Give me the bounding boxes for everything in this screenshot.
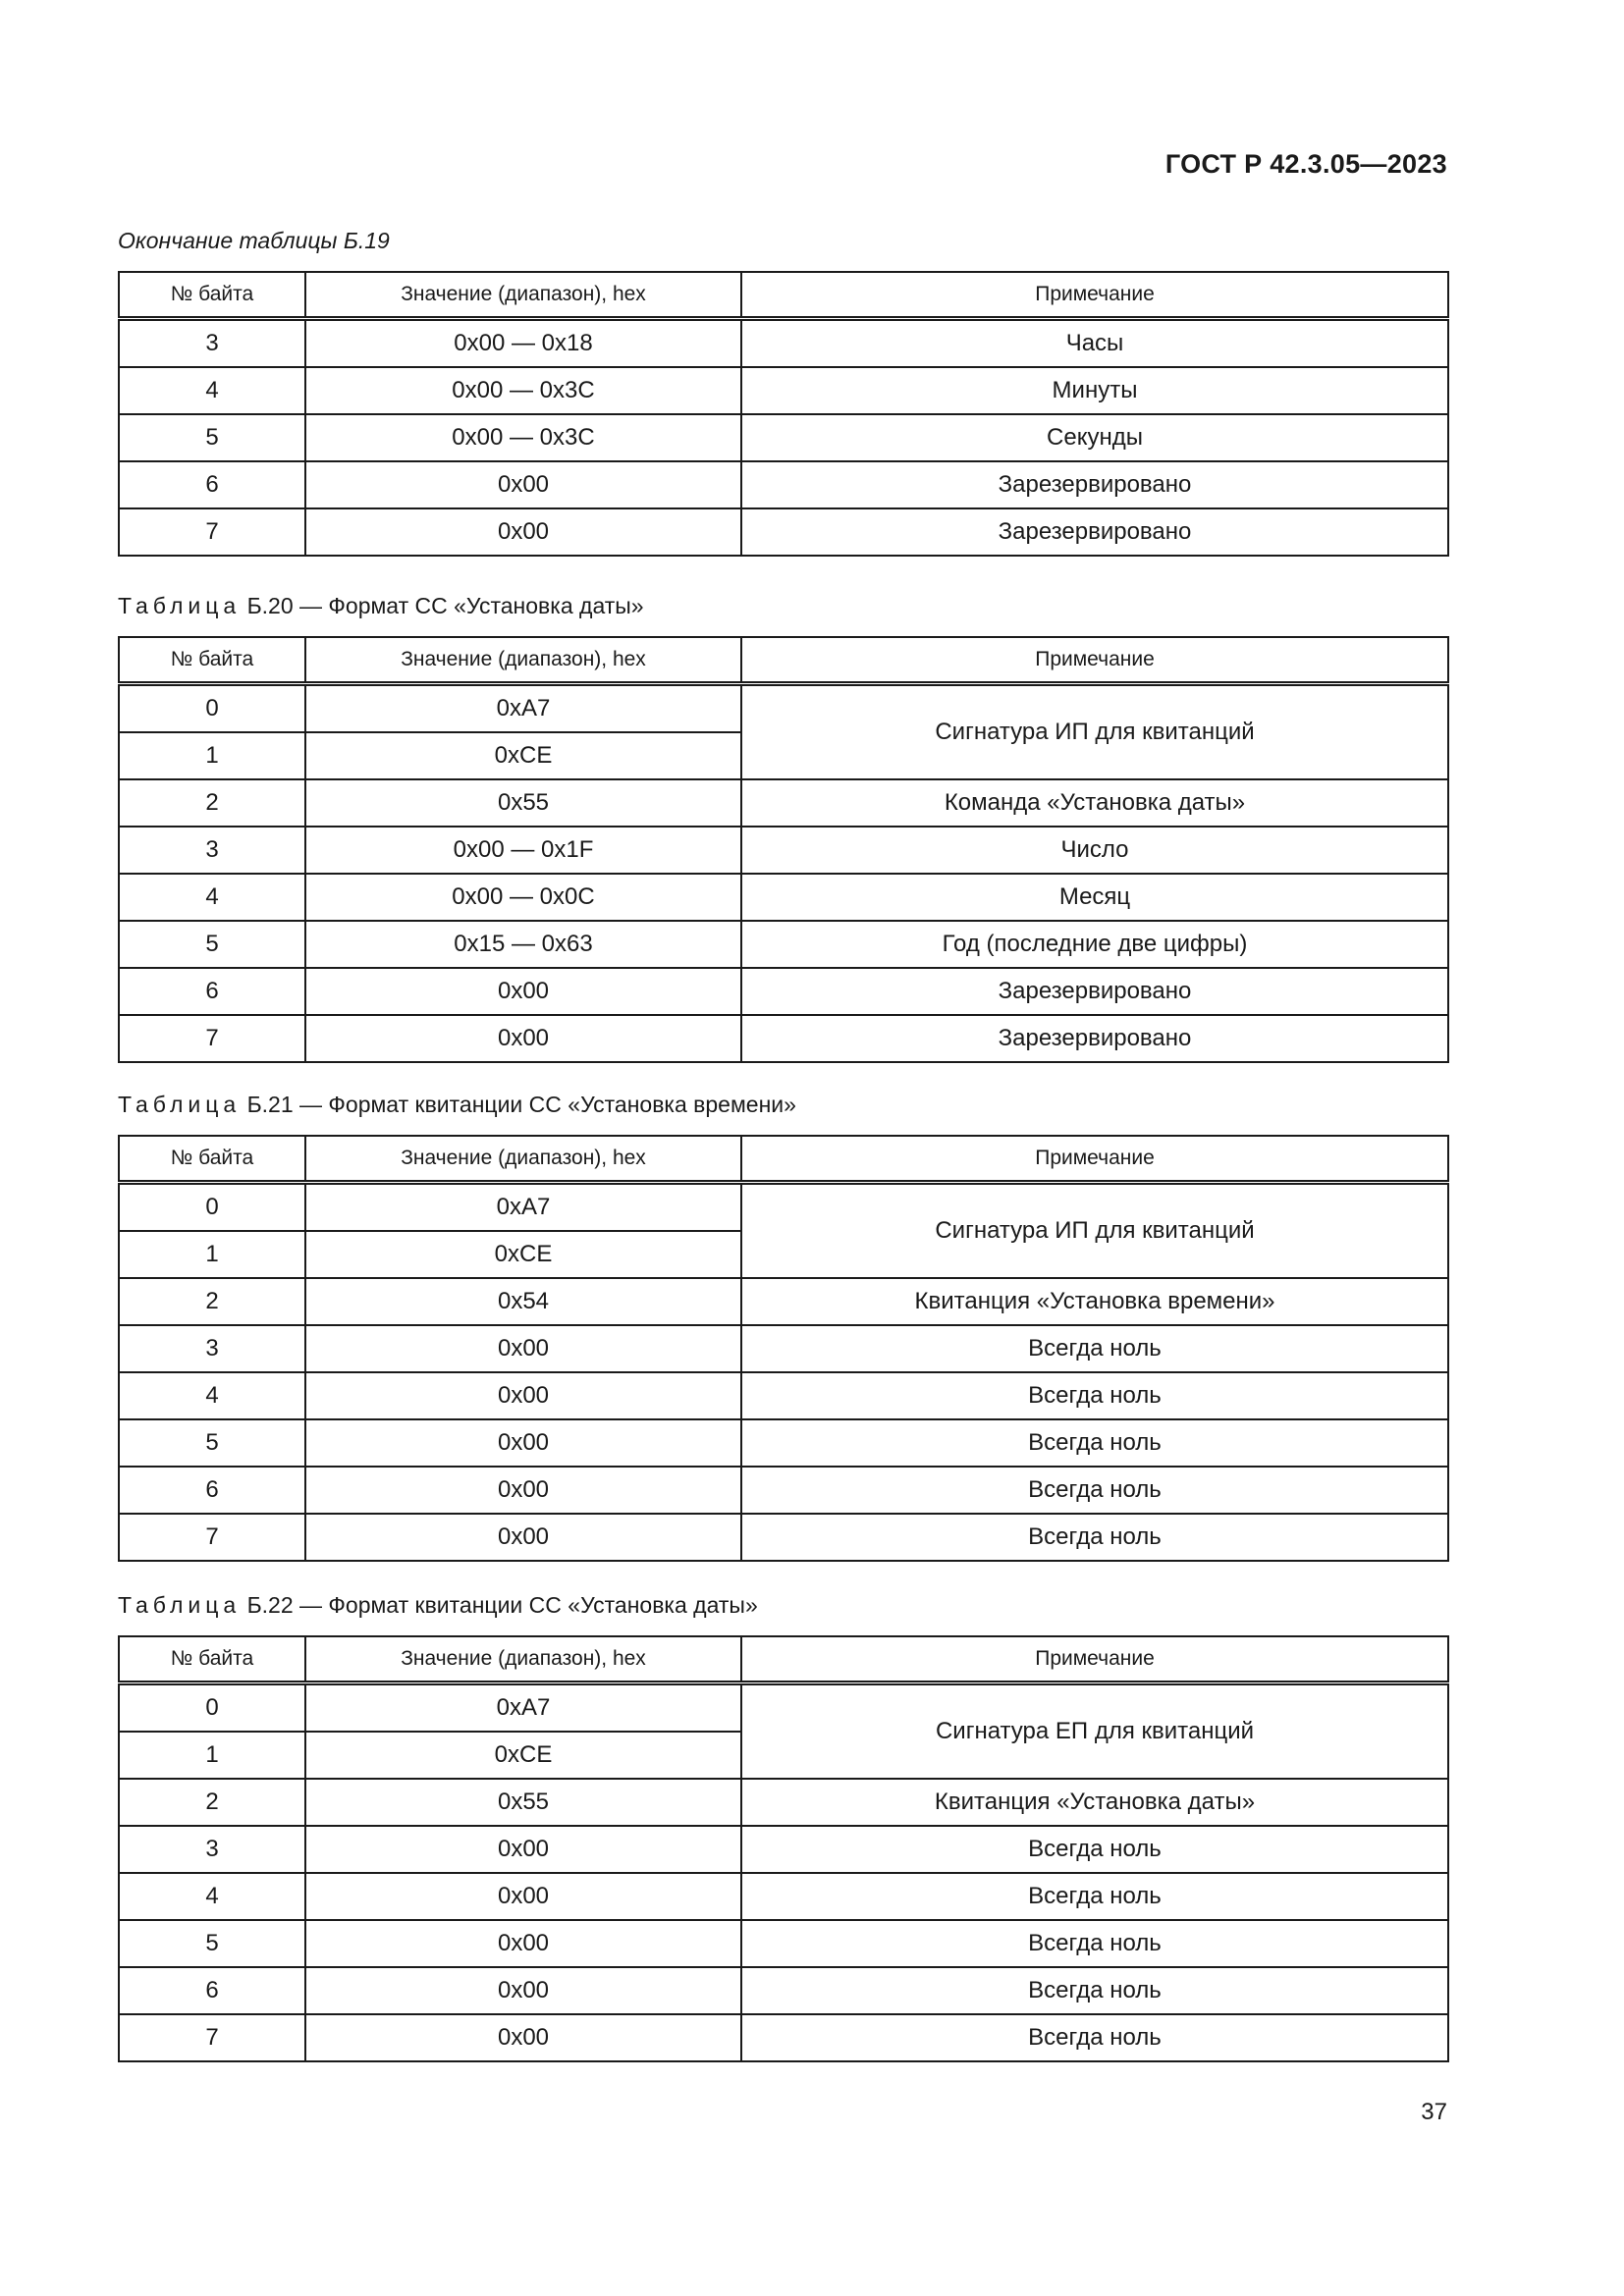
cell-value: 0x00 — 0x18 <box>305 319 741 368</box>
cell-value: 0x00 <box>305 2014 741 2061</box>
cell-note-signature: Сигнатура ИП для квитанций <box>741 1183 1448 1279</box>
table-row <box>119 1920 1448 1967</box>
cell-note: Зарезервировано <box>741 1015 1448 1062</box>
table-row <box>119 968 1448 1015</box>
cell-note: Зарезервировано <box>741 508 1448 556</box>
document-id: ГОСТ Р 42.3.05—2023 <box>1164 149 1447 179</box>
cell-value: 0xCE <box>305 732 741 779</box>
table-row <box>119 1372 1448 1419</box>
cell-value: 0x00 — 0x3C <box>305 414 741 461</box>
cell-byte: 4 <box>119 1873 305 1920</box>
column-header-value: Значение (диапазон), hex <box>305 272 741 319</box>
cell-note: Квитанция «Установка даты» <box>741 1779 1448 1826</box>
table-row <box>119 461 1448 508</box>
cell-note-signature: Сигнатура ЕП для квитанций <box>741 1683 1448 1780</box>
cell-value: 0xA7 <box>305 684 741 733</box>
table21-caption-word: Таблица <box>118 1092 242 1117</box>
cell-value: 0x00 <box>305 1514 741 1561</box>
cell-value: 0x00 — 0x0C <box>305 874 741 921</box>
cell-value: 0xCE <box>305 1732 741 1779</box>
cell-byte: 7 <box>119 2014 305 2061</box>
cell-note: Зарезервировано <box>741 968 1448 1015</box>
table-row <box>119 1183 1448 1232</box>
table20 <box>118 636 1449 1063</box>
cell-byte: 6 <box>119 1967 305 2014</box>
cell-byte: 7 <box>119 1514 305 1561</box>
cell-byte: 7 <box>119 508 305 556</box>
cell-byte: 2 <box>119 779 305 827</box>
table-row <box>119 367 1448 414</box>
cell-note: Секунды <box>741 414 1448 461</box>
table22 <box>118 1635 1449 2062</box>
cell-byte: 3 <box>119 319 305 368</box>
cell-byte: 6 <box>119 461 305 508</box>
table-row <box>119 1325 1448 1372</box>
table22-caption-word: Таблица <box>118 1592 242 1618</box>
table22-caption <box>118 1592 758 1619</box>
cell-byte: 1 <box>119 732 305 779</box>
cell-value: 0x00 <box>305 1015 741 1062</box>
cell-value: 0x55 <box>305 1779 741 1826</box>
cell-note: Всегда ноль <box>741 1514 1448 1561</box>
cell-value: 0x00 <box>305 461 741 508</box>
column-header-byte: № байта <box>119 1136 305 1183</box>
cell-value: 0x00 <box>305 1826 741 1873</box>
column-header-byte: № байта <box>119 637 305 684</box>
cell-byte: 5 <box>119 414 305 461</box>
table22-caption-text: Б.22 — Формат квитанции СС «Установка даты» <box>241 1592 758 1618</box>
table-row <box>119 2014 1448 2061</box>
cell-value: 0x00 <box>305 508 741 556</box>
table-row <box>119 1873 1448 1920</box>
cell-byte: 0 <box>119 1183 305 1232</box>
table-row <box>119 508 1448 556</box>
cell-byte: 5 <box>119 1419 305 1467</box>
cell-note-signature: Сигнатура ИП для квитанций <box>741 684 1448 780</box>
column-header-note: Примечание <box>741 272 1448 319</box>
table-row <box>119 921 1448 968</box>
cell-value: 0x00 <box>305 1873 741 1920</box>
cell-value: 0x00 — 0x3C <box>305 367 741 414</box>
cell-note: Всегда ноль <box>741 1325 1448 1372</box>
cell-byte: 4 <box>119 367 305 414</box>
table20-caption <box>118 593 644 619</box>
cell-note: Всегда ноль <box>741 1873 1448 1920</box>
table-row <box>119 827 1448 874</box>
column-header-note: Примечание <box>741 1636 1448 1683</box>
table19-caption: Окончание таблицы Б.19 <box>118 228 390 253</box>
column-header-value: Значение (диапазон), hex <box>305 637 741 684</box>
column-header-note: Примечание <box>741 637 1448 684</box>
column-header-value: Значение (диапазон), hex <box>305 1636 741 1683</box>
cell-note: Всегда ноль <box>741 1372 1448 1419</box>
cell-value: 0x54 <box>305 1278 741 1325</box>
cell-value: 0xA7 <box>305 1683 741 1733</box>
table-row <box>119 779 1448 827</box>
page-number: 37 <box>1421 2099 1447 2125</box>
table-row <box>119 684 1448 733</box>
table-header-row <box>119 637 1448 684</box>
cell-note: Всегда ноль <box>741 1826 1448 1873</box>
column-header-note: Примечание <box>741 1136 1448 1183</box>
cell-value: 0x00 <box>305 1467 741 1514</box>
cell-byte: 3 <box>119 1325 305 1372</box>
cell-value: 0x55 <box>305 779 741 827</box>
table-row <box>119 1514 1448 1561</box>
cell-note: Год (последние две цифры) <box>741 921 1448 968</box>
table-row <box>119 1779 1448 1826</box>
cell-byte: 1 <box>119 1231 305 1278</box>
cell-byte: 2 <box>119 1779 305 1826</box>
cell-byte: 2 <box>119 1278 305 1325</box>
table19 <box>118 271 1449 557</box>
cell-note: Квитанция «Установка времени» <box>741 1278 1448 1325</box>
cell-value: 0x00 <box>305 968 741 1015</box>
table-row <box>119 414 1448 461</box>
cell-note: Всегда ноль <box>741 1467 1448 1514</box>
cell-byte: 4 <box>119 874 305 921</box>
table-header-row <box>119 1636 1448 1683</box>
cell-value: 0x00 — 0x1F <box>305 827 741 874</box>
cell-byte: 3 <box>119 1826 305 1873</box>
cell-byte: 5 <box>119 1920 305 1967</box>
table21-caption <box>118 1092 796 1118</box>
table-row <box>119 319 1448 368</box>
cell-value: 0x00 <box>305 1372 741 1419</box>
table-row <box>119 1967 1448 2014</box>
cell-note: Месяц <box>741 874 1448 921</box>
cell-byte: 5 <box>119 921 305 968</box>
cell-note: Зарезервировано <box>741 461 1448 508</box>
cell-value: 0x00 <box>305 1920 741 1967</box>
cell-note: Число <box>741 827 1448 874</box>
cell-byte: 0 <box>119 1683 305 1733</box>
column-header-value: Значение (диапазон), hex <box>305 1136 741 1183</box>
cell-value: 0x00 <box>305 1325 741 1372</box>
table-header-row <box>119 1136 1448 1183</box>
cell-byte: 4 <box>119 1372 305 1419</box>
table-row <box>119 1683 1448 1733</box>
table-row <box>119 1826 1448 1873</box>
table-row <box>119 1419 1448 1467</box>
table21 <box>118 1135 1449 1562</box>
cell-note: Всегда ноль <box>741 1419 1448 1467</box>
cell-byte: 6 <box>119 1467 305 1514</box>
cell-byte: 7 <box>119 1015 305 1062</box>
cell-value: 0x00 <box>305 1419 741 1467</box>
cell-byte: 6 <box>119 968 305 1015</box>
cell-note: Всегда ноль <box>741 1967 1448 2014</box>
table21-caption-text: Б.21 — Формат квитанции СС «Установка времени» <box>241 1092 796 1117</box>
cell-value: 0x15 — 0x63 <box>305 921 741 968</box>
cell-note: Всегда ноль <box>741 2014 1448 2061</box>
cell-value: 0x00 <box>305 1967 741 2014</box>
table-row <box>119 1015 1448 1062</box>
cell-note: Всегда ноль <box>741 1920 1448 1967</box>
table-row <box>119 874 1448 921</box>
table-row <box>119 1278 1448 1325</box>
cell-value: 0xA7 <box>305 1183 741 1232</box>
table20-caption-text: Б.20 — Формат СС «Установка даты» <box>241 593 644 618</box>
table-header-row <box>119 272 1448 319</box>
cell-note: Команда «Установка даты» <box>741 779 1448 827</box>
cell-byte: 0 <box>119 684 305 733</box>
cell-byte: 1 <box>119 1732 305 1779</box>
cell-byte: 3 <box>119 827 305 874</box>
cell-note: Часы <box>741 319 1448 368</box>
column-header-byte: № байта <box>119 272 305 319</box>
column-header-byte: № байта <box>119 1636 305 1683</box>
table20-caption-word: Таблица <box>118 593 242 618</box>
cell-note: Минуты <box>741 367 1448 414</box>
cell-value: 0xCE <box>305 1231 741 1278</box>
table-row <box>119 1467 1448 1514</box>
